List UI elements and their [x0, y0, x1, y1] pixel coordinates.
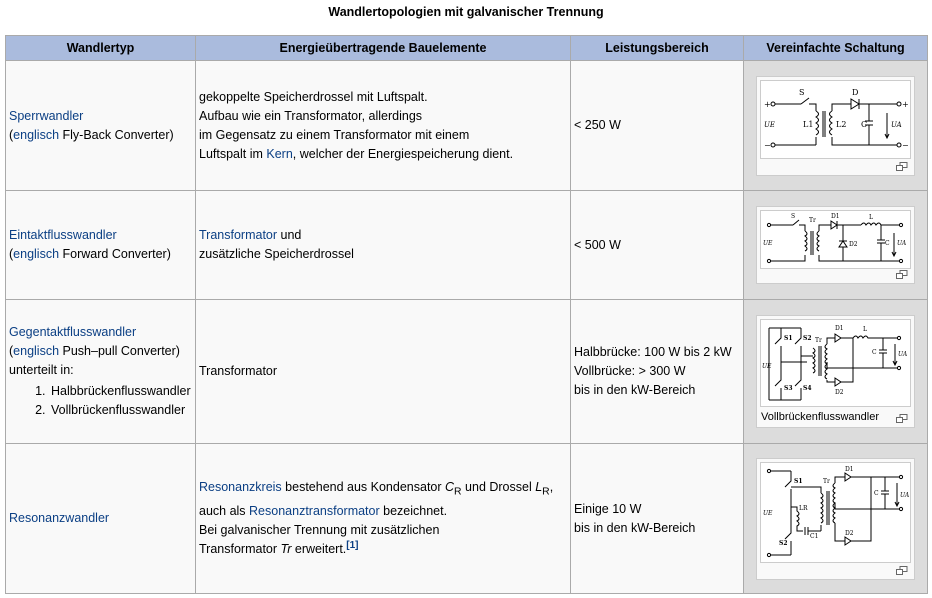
- table-row: [6, 444, 928, 594]
- circuit-diagram-pushpull: [761, 320, 910, 406]
- cell-components: Transformator und zusätzliche Speicherdrossel: [196, 191, 571, 300]
- svg-text:S1: S1: [794, 477, 803, 485]
- cell-type: Eintaktflusswandler (englisch Forward Converter): [6, 191, 196, 300]
- svg-text:S4: S4: [803, 385, 812, 392]
- svg-text:−: −: [902, 140, 909, 150]
- svg-text:S3: S3: [784, 385, 793, 392]
- circuit-diagram-flyback: [761, 81, 910, 158]
- link-englisch[interactable]: englisch: [13, 247, 60, 261]
- reference-link[interactable]: [1]: [346, 539, 359, 551]
- thumbnail-resonanzwandler[interactable]: [756, 458, 915, 580]
- svg-text:UA: UA: [891, 120, 902, 129]
- svg-text:D2: D2: [845, 529, 854, 537]
- cell-circuit: [744, 444, 928, 594]
- svg-text:D1: D1: [845, 465, 854, 473]
- list-item: 2. Vollbrückenflusswandler: [49, 401, 192, 420]
- table-row: [6, 61, 928, 191]
- svg-text:C: C: [874, 489, 879, 497]
- svg-text:Tr: Tr: [809, 217, 816, 224]
- link-transformator[interactable]: Transformator: [199, 228, 278, 242]
- thumbnail-caption: Vollbrückenflusswandler: [761, 411, 880, 423]
- svg-text:UE: UE: [763, 240, 773, 247]
- circuit-diagram-forward: [761, 211, 910, 268]
- svg-text:UE: UE: [763, 509, 773, 517]
- svg-text:+: +: [764, 99, 771, 109]
- svg-text:UA: UA: [897, 240, 907, 247]
- link-englisch[interactable]: englisch: [13, 344, 60, 358]
- link-englisch[interactable]: englisch: [13, 127, 60, 142]
- cell-circuit: [744, 300, 928, 444]
- svg-text:S: S: [799, 87, 805, 97]
- svg-text:D2: D2: [849, 241, 858, 248]
- converter-table: [5, 35, 928, 594]
- svg-text:D: D: [852, 87, 859, 97]
- header-type: Wandlertyp: [6, 36, 196, 61]
- header-power: Leistungsbereich: [571, 36, 744, 61]
- cell-power: Einige 10 W bis in den kW-Bereich: [571, 444, 744, 594]
- cell-type: Gegentaktflusswandler (englisch Push–pull Converter) unterteilt in: 1. Halbbrückenflusswandler 2. Vollbrückenflusswandler: [6, 300, 196, 444]
- svg-text:L2: L2: [836, 119, 847, 129]
- svg-text:LR: LR: [799, 504, 808, 512]
- svg-text:L: L: [863, 326, 867, 333]
- svg-text:C: C: [861, 119, 868, 129]
- svg-text:D2: D2: [835, 389, 844, 396]
- svg-text:Tr: Tr: [815, 337, 822, 344]
- svg-text:S1: S1: [784, 335, 793, 342]
- svg-text:D1: D1: [831, 213, 840, 220]
- svg-text:C: C: [872, 349, 877, 356]
- link-gegentaktflusswandler[interactable]: Gegentaktflusswandler: [9, 325, 137, 339]
- magnify-icon[interactable]: [896, 414, 908, 423]
- svg-text:L: L: [869, 214, 873, 221]
- svg-text:L1: L1: [803, 119, 814, 129]
- link-resonanzkreis[interactable]: Resonanzkreis: [199, 480, 282, 495]
- cell-power: < 250 W: [571, 61, 744, 191]
- svg-text:UA: UA: [900, 491, 910, 499]
- svg-text:UE: UE: [762, 363, 772, 370]
- svg-text:D1: D1: [835, 325, 844, 332]
- header-components: Energieübertragende Bauelemente: [196, 36, 571, 61]
- table-caption: Wandlertopologien mit galvanischer Trennung: [328, 5, 604, 19]
- list-item: 1. Halbbrückenflusswandler: [49, 382, 192, 401]
- link-kern[interactable]: Kern: [266, 146, 293, 161]
- svg-text:Tr: Tr: [823, 477, 830, 485]
- cell-power: < 500 W: [571, 191, 744, 300]
- thumbnail-sperrwandler[interactable]: [756, 76, 915, 176]
- thumbnail-gegentaktflusswandler[interactable]: [756, 315, 915, 428]
- cell-components: Transformator: [196, 300, 571, 444]
- svg-text:UE: UE: [764, 120, 776, 129]
- subtype-list: [9, 382, 192, 420]
- cell-components: Resonanzkreis bestehend aus Kondensator $C_R$ und Drossel $L_R$, auch als Resonanztransformator bezeichnet. Bei galvanischer Trennung mit zusätzlichen Transformator Tr erweitert.[1]: [196, 444, 571, 594]
- link-resonanzwandler[interactable]: Resonanzwandler: [9, 511, 110, 525]
- svg-text:S: S: [791, 213, 796, 220]
- cell-circuit: [744, 191, 928, 300]
- svg-text:+: +: [902, 99, 909, 109]
- header-row: [6, 36, 928, 61]
- table-row: [6, 300, 928, 444]
- svg-text:S2: S2: [803, 335, 812, 342]
- cell-circuit: [744, 61, 928, 191]
- table-row: [6, 191, 928, 300]
- link-eintaktflusswandler[interactable]: Eintaktflusswandler: [9, 228, 117, 242]
- svg-text:S2: S2: [779, 539, 788, 547]
- circuit-diagram-resonant: [761, 463, 910, 562]
- svg-text:C1: C1: [810, 532, 819, 540]
- cell-type: [6, 444, 196, 594]
- header-circuit: Vereinfachte Schaltung: [744, 36, 928, 61]
- svg-text:C: C: [885, 240, 890, 247]
- magnify-icon[interactable]: [896, 566, 908, 575]
- svg-text:−: −: [764, 140, 771, 150]
- thumbnail-eintaktflusswandler[interactable]: [756, 206, 915, 284]
- magnify-icon[interactable]: [896, 270, 908, 279]
- cell-components: gekoppelte Speicherdrossel mit Luftspalt. Aufbau wie ein Transformator, allerdings im Gegensatz zu einem Transformator mit einem Luftspalt im Kern, welcher der Energiespeicherung dient.: [196, 61, 571, 191]
- link-sperrwandler[interactable]: Sperrwandler: [9, 108, 84, 123]
- cell-type: Sperrwandler (englisch Fly-Back Converter): [6, 61, 196, 191]
- magnify-icon[interactable]: [896, 162, 908, 171]
- svg-text:UA: UA: [898, 351, 908, 358]
- cell-power: Halbbrücke: 100 W bis 2 kW Vollbrücke: > 300 W bis in den kW-Bereich: [571, 300, 744, 444]
- link-resonanztransformator[interactable]: Resonanztransformator: [249, 503, 380, 518]
